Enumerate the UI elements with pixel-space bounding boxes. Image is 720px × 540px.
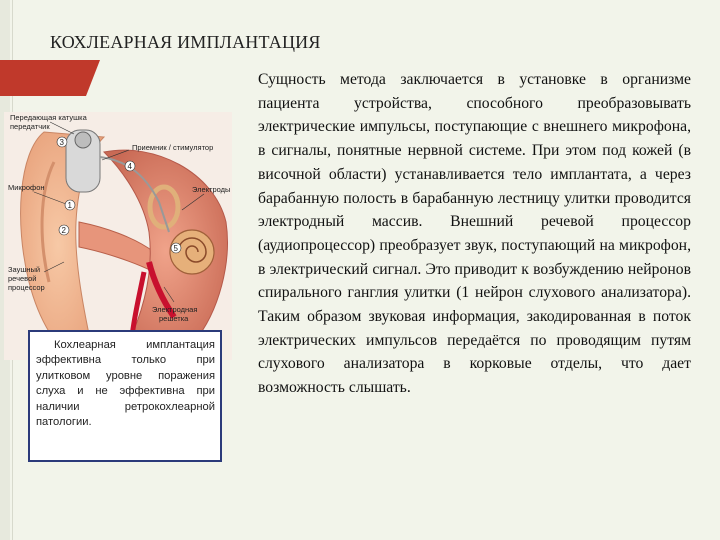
slide-title: КОХЛЕАРНАЯ ИМПЛАНТАЦИЯ — [50, 32, 321, 52]
marker-1 — [65, 200, 75, 210]
label-processor-2: речевой — [8, 274, 37, 283]
marker-5 — [171, 243, 181, 253]
label-electrodes: Электроды — [192, 185, 231, 194]
label-processor: Заушный — [8, 265, 41, 274]
marker-2 — [59, 225, 69, 235]
body-paragraph: Сущность метода заключается в установке в организме пациента устройства, способного преобразовывать электрические импульсы, поступающие с внешнего микрофона, в сигналы, понятные нервной системе. При этом под кожей (в височной области) устанавливается тело имплантата, а через барабанную полость в барабанную лестницу улитки проводится электродный массив. Внешний речевой процессор (аудиопроцессор) преобразует звук, поступающий на микрофон, в электрический сигнал. Это приводит к возбуждению нейронов спирального ганглия улитки (1 нейрон слухового анализатора). Таким образом звуковая информация, закодированная в поток электрических импульсов передаётся по проводящим путям слухового анализатора в корковые отделы, что дает возможность слышать. — [258, 71, 691, 397]
marker-4-label: 4 — [127, 162, 132, 171]
label-processor-3: процессор — [8, 283, 45, 292]
marker-4 — [125, 161, 135, 171]
marker-1-label: 1 — [67, 201, 72, 210]
marker-2-label: 2 — [61, 226, 66, 235]
caption-box: Кохлеарная имплантация эффективна только при улитковом уровне поражения слуха и не эффективна при наличии ретрокохлеарной патологии. — [28, 330, 222, 462]
label-microphone: Микрофон — [8, 183, 45, 192]
marker-5-label: 5 — [173, 244, 178, 253]
title-accent-bar — [0, 60, 100, 96]
label-transmitter: Передающая катушка — [10, 113, 87, 122]
label-grid: Электродная — [152, 305, 198, 314]
label-grid-2: решетка — [159, 314, 189, 323]
label-receiver: Приемник / стимулятор — [132, 143, 214, 152]
label-transmitter-2: передатчик — [10, 122, 50, 131]
marker-3 — [57, 137, 67, 147]
ear-implant-illustration — [4, 112, 232, 360]
marker-3-label: 3 — [59, 138, 64, 147]
